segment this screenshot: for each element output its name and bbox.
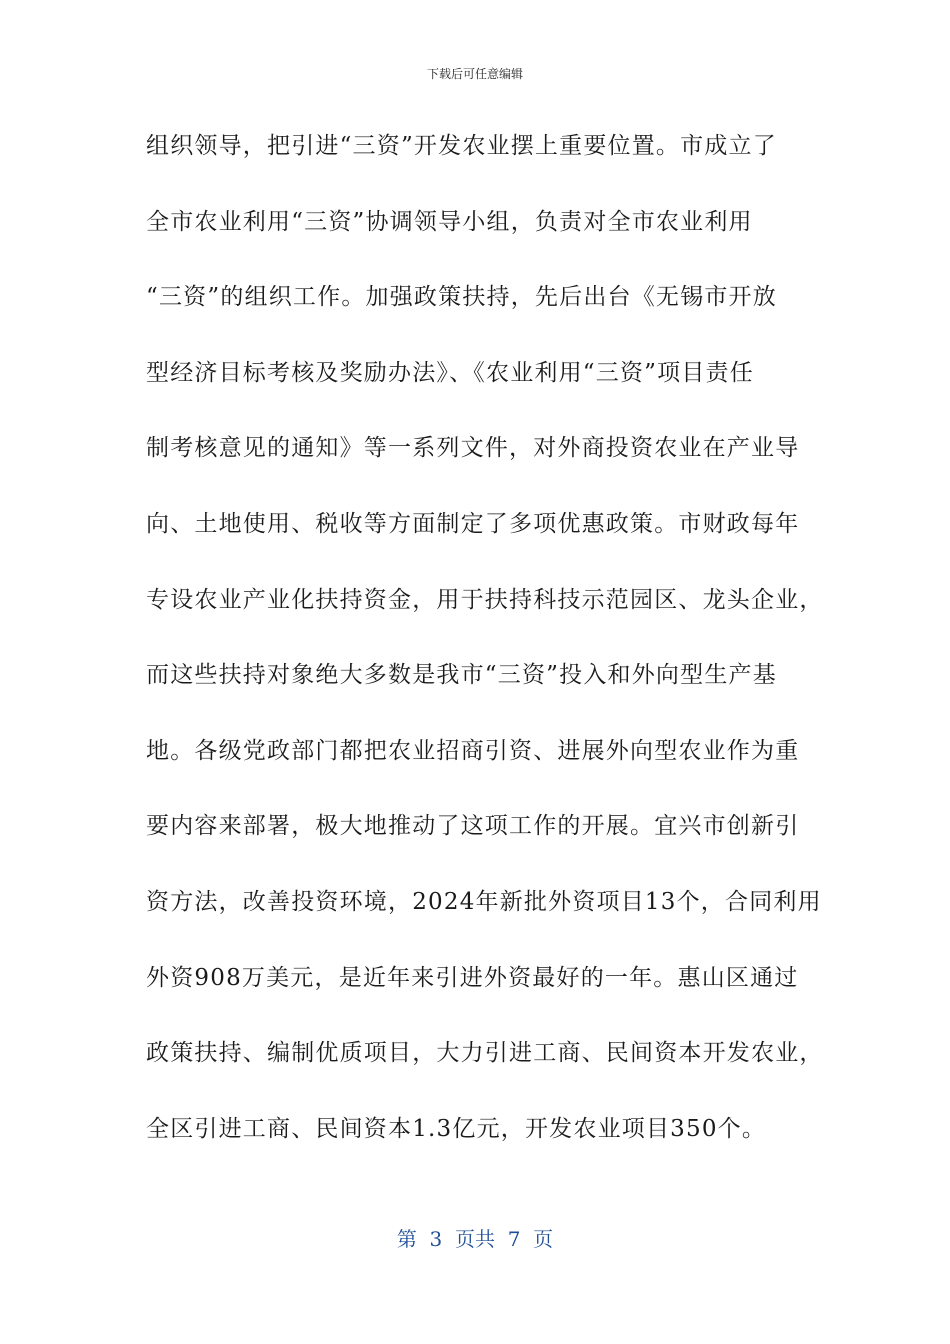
text-line: 组织领导，把引进“三资”开发农业摆上重要位置。市成立了 xyxy=(146,133,777,159)
page-header-note: 下载后可任意编辑 xyxy=(426,67,523,81)
body-text xyxy=(146,128,824,1186)
text-line: 地。各级党政部门都把农业招商引资、进展外向型农业作为重 xyxy=(146,737,800,764)
text-line: 型经济目标考核及奖励办法》、《农业利用“三资”项目责任 xyxy=(146,359,754,386)
text-line: 全区引进工商、民间资本1.3亿元，开发农业项目350个。 xyxy=(146,1115,767,1142)
text-line: 全市农业利用“三资”协调领导小组，负责对全市农业利用 xyxy=(146,208,753,235)
text-line: 要内容来部署，极大地推动了这项工作的开展。宜兴市创新引 xyxy=(146,813,800,840)
page-number-footer: 第 3 页共 7 页 xyxy=(396,1227,554,1251)
text-line: 向、土地使用、税收等方面制定了多项优惠政策。市财政每年 xyxy=(146,510,800,537)
text-line: 专设农业产业化扶持资金，用于扶持科技示范园区、龙头企业， xyxy=(146,586,824,613)
text-line: 制考核意见的通知》等一系列文件，对外商投资农业在产业导 xyxy=(146,435,800,462)
text-line: 资方法，改善投资环境，2024年新批外资项目13个，合同利用 xyxy=(146,888,822,915)
text-line: 外资908万美元，是近年来引进外资最好的一年。惠山区通过 xyxy=(146,964,799,991)
text-line: “三资”的组织工作。加强政策扶持，先后出台《无锡市开放 xyxy=(146,284,777,311)
text-line: 而这些扶持对象绝大多数是我市“三资”投入和外向型生产基 xyxy=(146,662,777,689)
text-line: 政策扶持、编制优质项目，大力引进工商、民间资本开发农业， xyxy=(146,1040,824,1067)
